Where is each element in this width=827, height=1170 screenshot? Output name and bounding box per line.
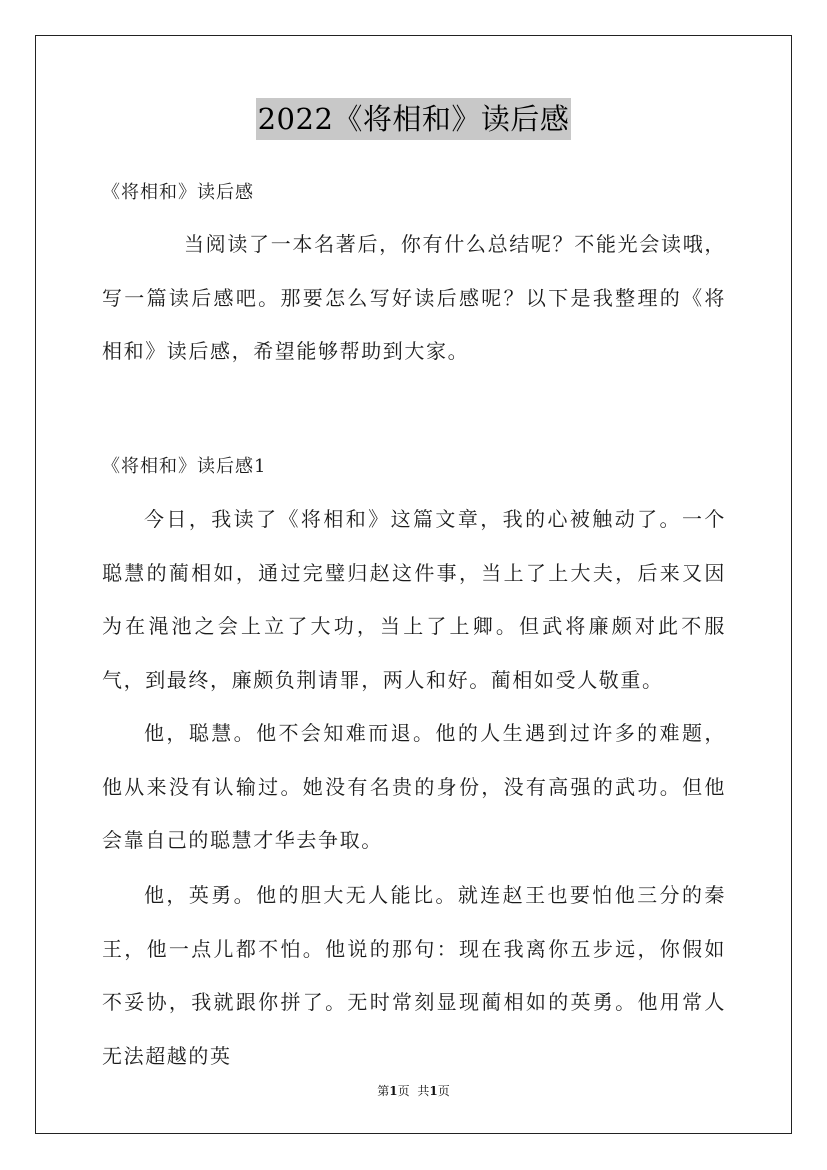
body-paragraph-3: 他，英勇。他的胆大无人能比。就连赵王也要怕他三分的秦王，他一点儿都不怕。他说的那句：现在我离你五步远，你假如不妥协，我就跟你拼了。无时常刻显现蔺相如的英勇。他用常人无法超越的英 xyxy=(102,883,726,1068)
section-heading: 《将相和》读后感1 xyxy=(102,456,267,477)
footer-page-total: 1 xyxy=(429,1084,438,1098)
footer-page-current: 1 xyxy=(389,1084,398,1098)
body-paragraph-1: 今日，我读了《将相和》这篇文章，我的心被触动了。一个聪慧的蔺相如，通过完璧归赵这件事，当上了上大夫，后来又因为在渑池之会上立了大功，当上了上卿。但武将廉颇对此不服气，到最终，廉颇负荆请罪，两人和好。蔺相如受人敬重。 xyxy=(102,507,726,692)
title-wrap xyxy=(0,98,827,140)
intro-paragraph: 当阅读了一本名著后，你有什么总结呢？不能光会读哦，写一篇读后感吧。那要怎么写好读后感呢？以下是我整理的《将相和》读后感，希望能够帮助到大家。 xyxy=(102,232,726,363)
footer-total-unit: 页 xyxy=(437,1084,450,1098)
body-paragraph-2: 他，聪慧。他不会知难而退。他的人生遇到过许多的难题，他从来没有认输过。她没有名贵的身份，没有高强的武功。但他会靠自己的聪慧才华去争取。 xyxy=(102,721,726,852)
footer-total-prefix: 共 xyxy=(417,1084,430,1098)
page-footer xyxy=(0,1082,827,1100)
footer-page-prefix: 第 xyxy=(377,1084,390,1098)
document-subtitle: 《将相和》读后感 xyxy=(102,182,254,203)
footer-page-unit: 页 xyxy=(397,1084,410,1098)
document-title: 2022《将相和》读后感 xyxy=(256,98,572,140)
